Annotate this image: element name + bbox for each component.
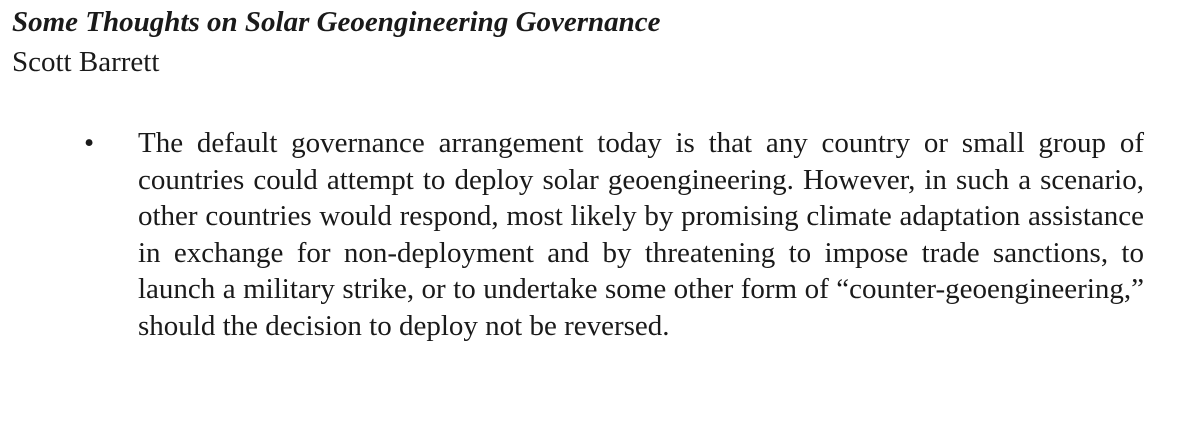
bullet-text: The default governance arrangement today is that any country or small group of countries could attempt to deploy solar geoengineering. However, in such a scenario, other countries would respond, most likely by promising climate adaptation assistance in exchange for non-deployment and by threatening to impose trade sanctions, to launch a military strike, or to undertake some other form of “counter-geoengineering,” should the decision to deploy not be reversed. <box>138 127 1144 342</box>
author-name: Scott Barrett <box>12 46 160 78</box>
bullet-list <box>84 125 1144 344</box>
document-title: Some Thoughts on Solar Geoengineering Governance <box>12 6 661 38</box>
bullet-item <box>84 125 1144 344</box>
bullet-icon: • <box>84 127 95 159</box>
